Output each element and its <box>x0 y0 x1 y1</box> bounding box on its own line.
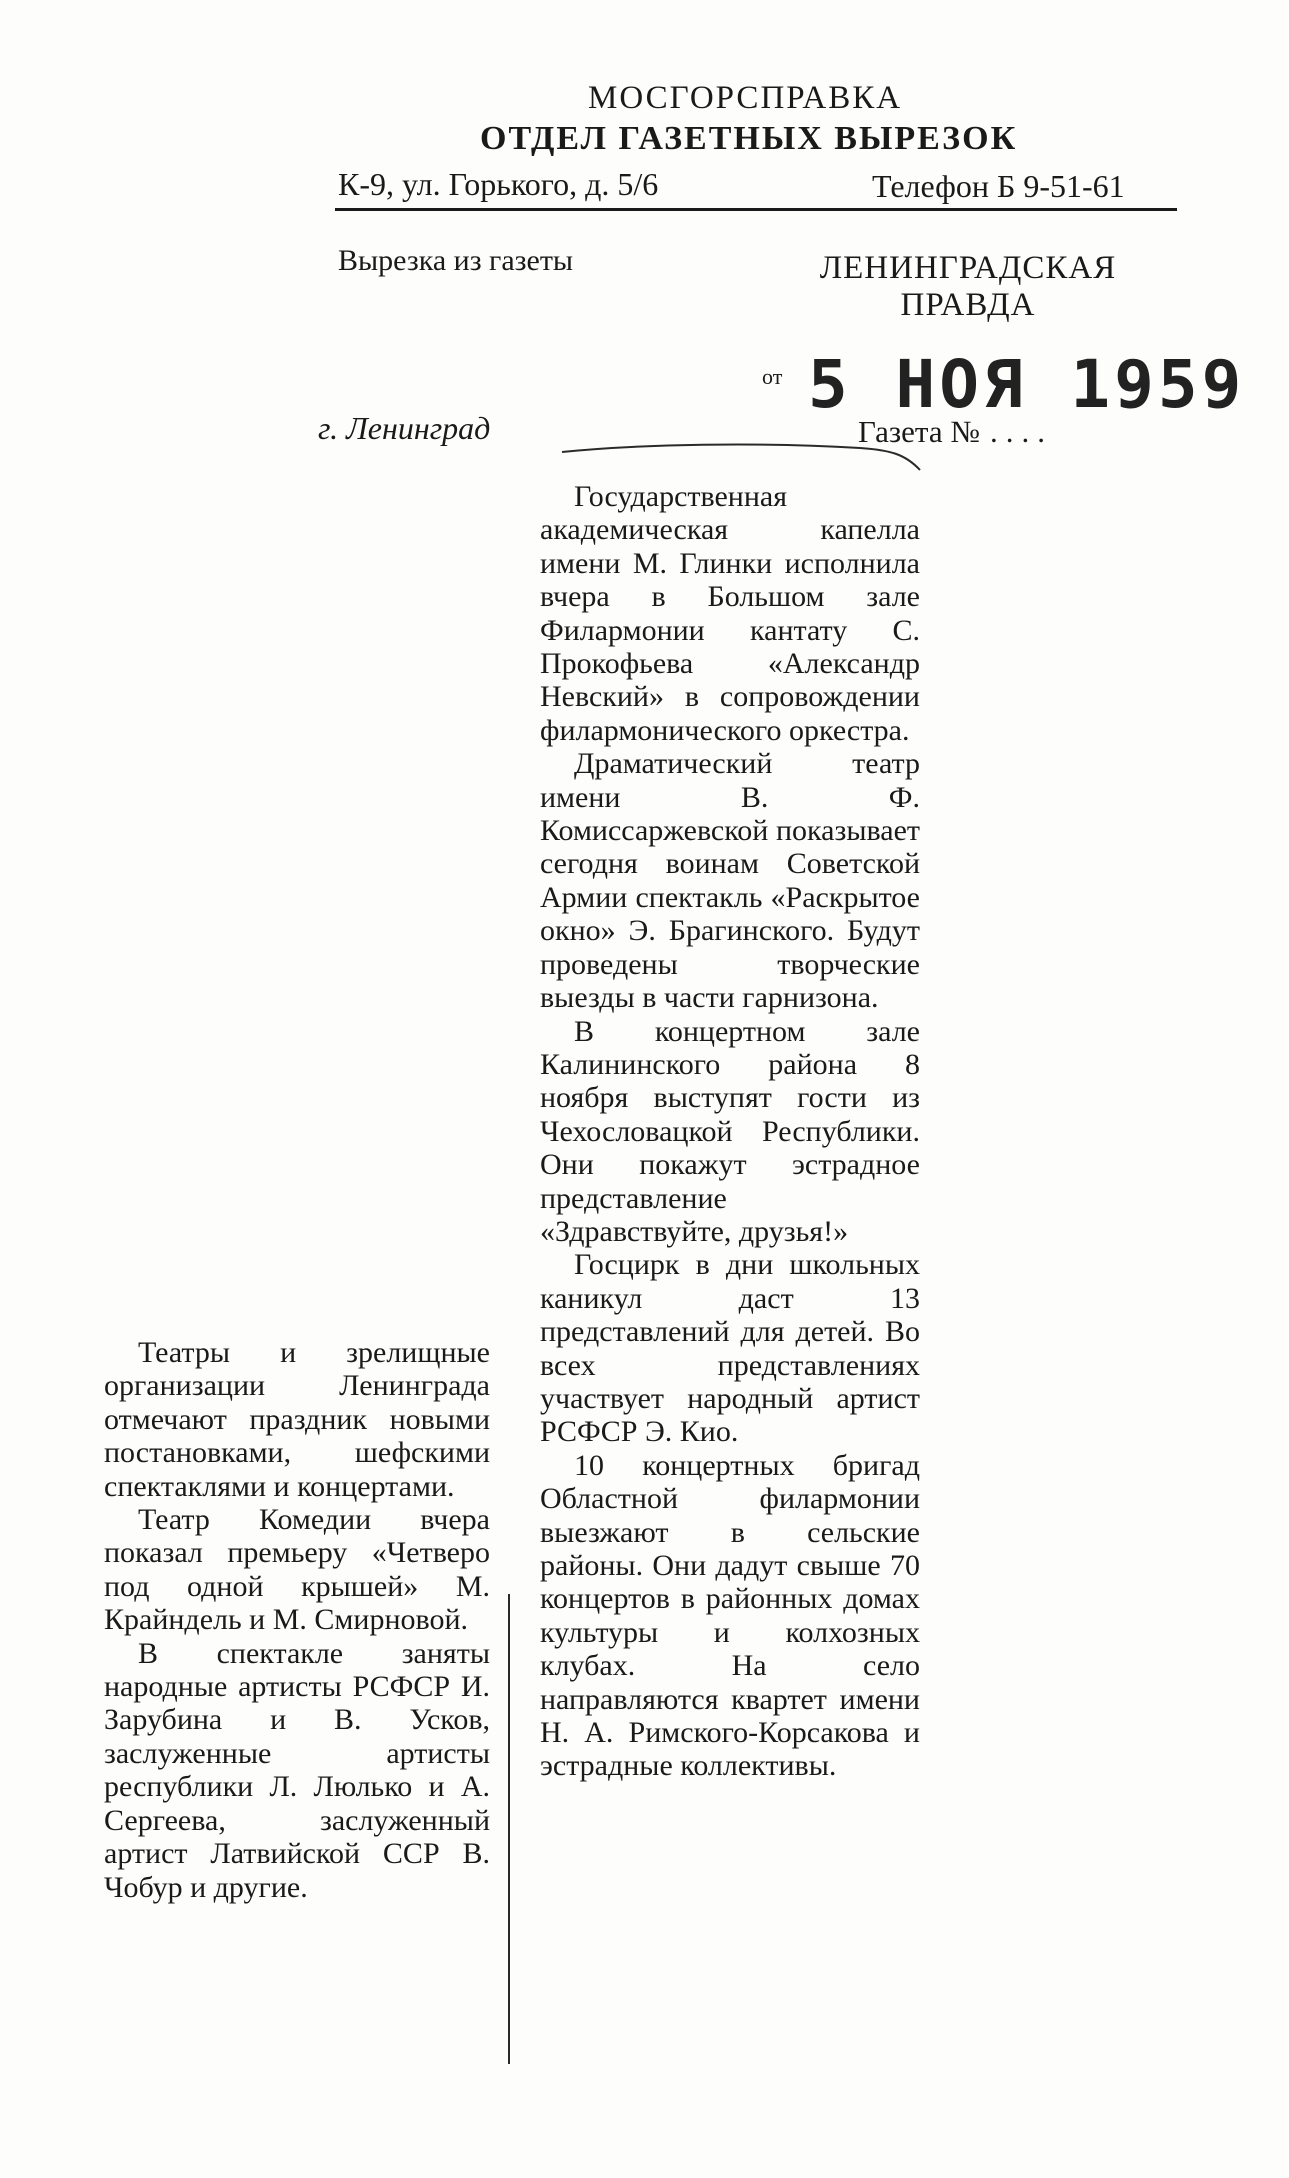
header-rule <box>335 208 1177 211</box>
gazeta-number-label: Газета № <box>858 414 980 449</box>
column-divider <box>508 1594 510 2064</box>
city: г. Ленинград <box>318 410 491 446</box>
clipping-source-label: Вырезка из газеты <box>338 244 574 277</box>
article-paragraph: 10 концертных бригад Областной филармонии выезжают в сельские районы. Они дадут свыше 70 концертов в районных домах культуры и колхозных клубах. На село направляются квартет имени Н. А. Римского-Корсакова и эстрадные коллективы. <box>540 1448 920 1783</box>
article-paragraph: В концертном зале Калининского района 8 ноября выступят гости из Чехословацкой Республики. Они покажут эстрадное представление «Здравствуйте, друзья!» <box>540 1014 920 1248</box>
department-name: ОТДЕЛ ГАЗЕТНЫХ ВЫРЕЗОК <box>480 120 1018 157</box>
article-paragraph: Драматический театр имени В. Ф. Комиссаржевской показывает сегодня воинам Советской Армии спектакль «Раскрытое окно» Э. Брагинского. Будут проведены творческие выезды в части гарнизона. <box>540 747 920 1015</box>
article-paragraph: Госцирк в дни школьных каникул даст 13 представлений для детей. Во всех представлениях участвует народный артист РСФСР Э. Кио. <box>540 1248 920 1449</box>
article-column-left <box>104 1336 490 1904</box>
organization-name: МОСГОРСПРАВКА <box>588 80 903 116</box>
address: К-9, ул. Горького, д. 5/6 <box>338 166 659 202</box>
newspaper-name: ЛЕНИНГРАДСКАЯ ПРАВДА <box>819 250 1117 323</box>
date-stamp: 5 НОЯ 1959 <box>808 346 1246 423</box>
article-paragraph: Театры и зрелищные организации Ленинграда отмечают праздник новыми постановками, шефскими спектаклями и концертами. <box>104 1336 490 1503</box>
article-paragraph: В спектакле заняты народные артисты РСФСР И. Зарубина и В. Усков, заслуженные артисты республики Л. Люлько и А. Сергеева, заслуженный артист Латвийской ССР В. Чобур и другие. <box>104 1636 490 1904</box>
article-paragraph: Театр Комедии вчера показал премьеру «Четверо под одной крышей» М. Крайндель и М. Смирновой. <box>104 1503 490 1637</box>
article-column-right <box>540 480 920 1783</box>
phone: Телефон Б 9-51-61 <box>872 168 1125 204</box>
article-paragraph: Государственная академическая капелла имени М. Глинки исполнила вчера в Большом зале Филармонии кантату С. Прокофьева «Александр Невский» в сопровождении филармонического оркестра. <box>540 480 920 747</box>
date-prefix: от <box>762 364 783 389</box>
pen-underline-mark <box>560 440 940 480</box>
gazeta-number: .... <box>990 414 1053 449</box>
